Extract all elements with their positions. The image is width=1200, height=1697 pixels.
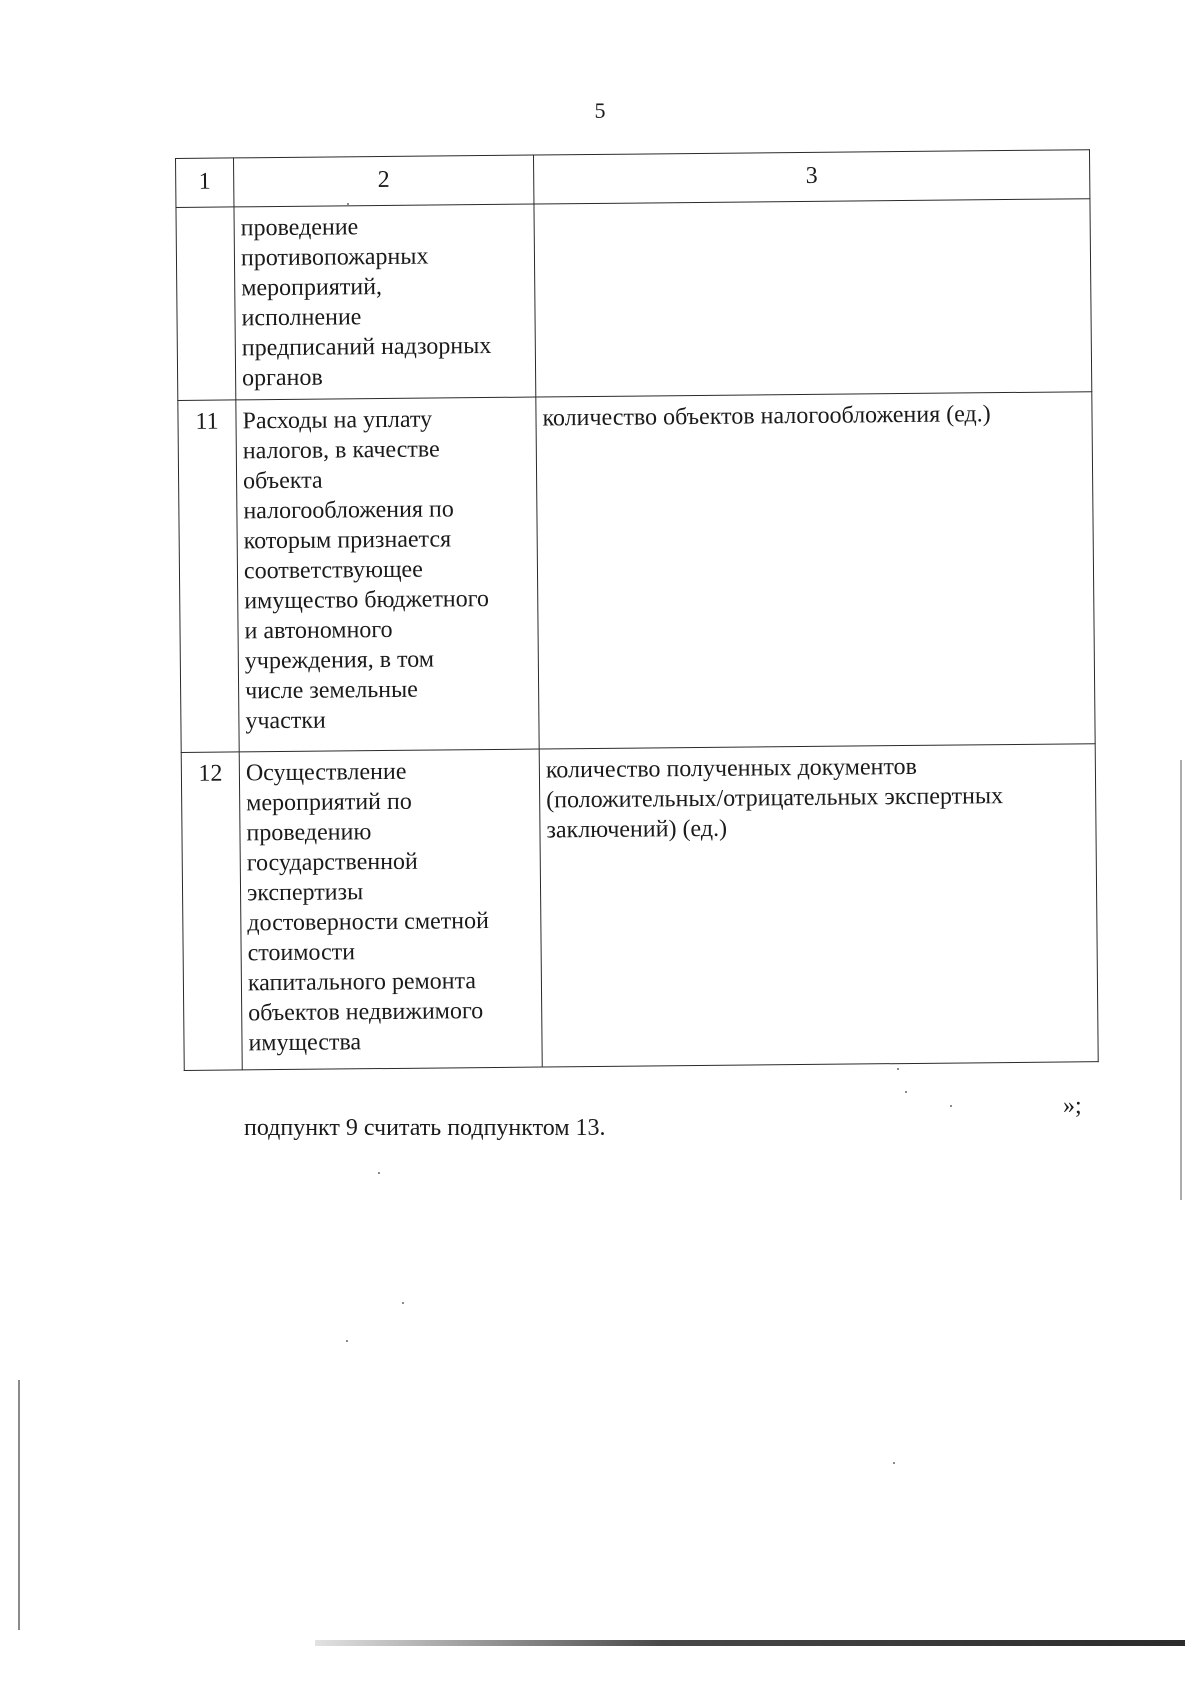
row-indicator-text: количество объектов налогообложения (ед.): [536, 392, 1095, 749]
table-row: [178, 392, 1095, 753]
scan-artifact-left-line: [18, 1380, 20, 1630]
row-number: [176, 207, 236, 401]
row-number: 12: [181, 752, 242, 1071]
scan-speck: [346, 1340, 348, 1342]
row-number: 11: [178, 400, 239, 753]
column-header-number: 1: [176, 158, 234, 208]
scan-speck: [893, 1462, 895, 1464]
footer-note: подпункт 9 считать подпунктом 13.: [244, 1115, 606, 1141]
page-number: 5: [594, 98, 606, 123]
row-indicator-text: количество полученных документов (положительных/отрицательных экспертных заключений) (ед.): [539, 744, 1098, 1067]
scan-artifact-right-line: [1180, 760, 1182, 1200]
scan-speck: [402, 1302, 404, 1304]
scan-speck: [378, 1172, 380, 1174]
row-item-text: Осуществление мероприятий по проведению государственной экспертизы достоверности сметной стоимости капитального ремонта объектов недвижимого имущества: [239, 749, 542, 1070]
row-item-text: проведение противопожарных мероприятий, исполнение предписаний надзорных органов: [234, 204, 536, 400]
scan-artifact-bottom-line: [315, 1640, 1185, 1646]
closing-quote: »;: [1063, 1093, 1082, 1119]
requisites-table: [175, 149, 1099, 1071]
table-header-row: [176, 150, 1090, 208]
row-item-text: Расходы на уплату налогов, в качестве объекта налогообложения по которым признается соответствующее имущество бюджетного и автономного учреждения, в том числе земельные участки: [236, 397, 539, 752]
table-row: [176, 199, 1092, 401]
column-header-item: 2: [234, 155, 534, 207]
scan-speck: [950, 1105, 952, 1107]
table-row: [181, 744, 1098, 1071]
scan-speck: [897, 1068, 899, 1070]
row-indicator-text: [534, 199, 1092, 397]
scan-speck: [905, 1091, 907, 1093]
column-header-indicator: 3: [533, 150, 1089, 204]
scan-speck: [347, 203, 349, 205]
